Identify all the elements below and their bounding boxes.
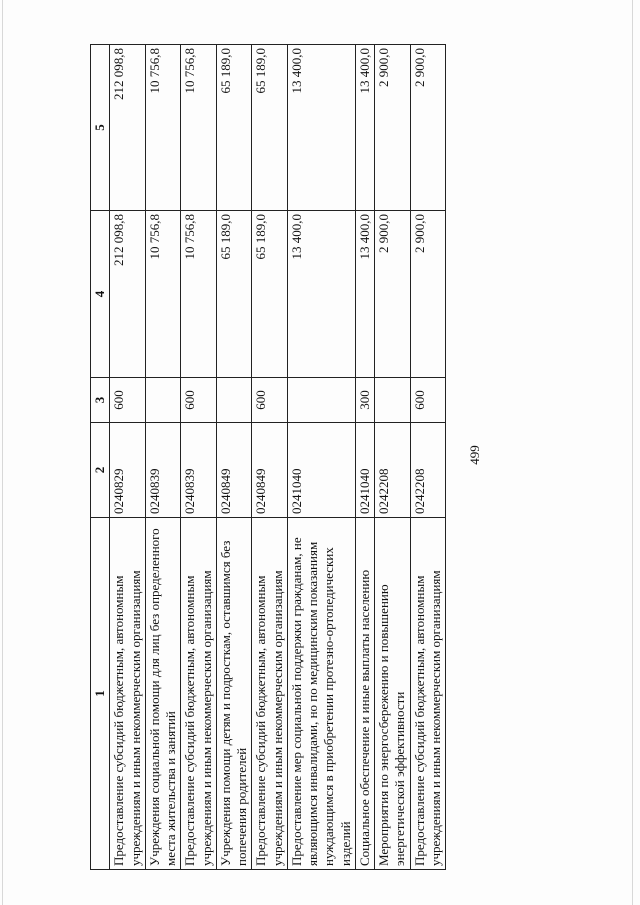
row-type: 600: [410, 378, 446, 423]
scan-edge-left: [2, 0, 3, 905]
row-type: 300: [355, 378, 374, 423]
row-amount-5: 10 756,8: [145, 45, 181, 211]
row-name: Предоставление субсидий бюджетным, автономным учреждениям и иным некоммерческим организациям: [410, 518, 446, 870]
row-code: 0240839: [181, 423, 217, 518]
row-name: Мероприятия по энергосбережению и повышению энергетической эффективности: [375, 518, 411, 870]
row-amount-5: 65 189,0: [252, 45, 288, 211]
row-amount-5: 13 400,0: [287, 45, 355, 211]
table-row: [375, 45, 411, 870]
row-code: 0241040: [355, 423, 374, 518]
row-type: [145, 378, 181, 423]
row-amount-4: 212 098,8: [110, 211, 146, 378]
row-name: Предоставление субсидий бюджетным, автономным учреждениям и иным некоммерческим организациям: [110, 518, 146, 870]
table-row: [216, 45, 252, 870]
header-col-4: 4: [91, 211, 110, 378]
scan-edge-right: [632, 0, 633, 905]
row-name: Учреждения социальной помощи для лиц без определенного места жительства и занятий: [145, 518, 181, 870]
table-row: [410, 45, 446, 870]
row-code: 0240849: [216, 423, 252, 518]
row-name: Предоставление субсидий бюджетным, автономным учреждениям и иным некоммерческим организациям: [252, 518, 288, 870]
row-amount-4: 65 189,0: [216, 211, 252, 378]
table-row: [145, 45, 181, 870]
row-type: 600: [252, 378, 288, 423]
budget-table: [90, 44, 446, 870]
table-row: [110, 45, 146, 870]
row-amount-4: 13 400,0: [355, 211, 374, 378]
table-row: [355, 45, 374, 870]
row-code: 0240839: [145, 423, 181, 518]
row-type: 600: [110, 378, 146, 423]
row-name: Предоставление мер социальной поддержки гражданам, не являющимся инвалидами, но по медицинским показаниям нуждающимся в приобретении протезно-ортопедических изделий: [287, 518, 355, 870]
row-code: 0242208: [410, 423, 446, 518]
row-type: 600: [181, 378, 217, 423]
row-type: [216, 378, 252, 423]
row-amount-4: 10 756,8: [145, 211, 181, 378]
table-row: [181, 45, 217, 870]
table-row: [287, 45, 355, 870]
header-col-5: 5: [91, 45, 110, 211]
row-amount-4: 2 900,0: [375, 211, 411, 378]
row-amount-5: 10 756,8: [181, 45, 217, 211]
row-amount-5: 212 098,8: [110, 45, 146, 211]
row-amount-4: 13 400,0: [287, 211, 355, 378]
header-col-3: 3: [91, 378, 110, 423]
row-code: 0241040: [287, 423, 355, 518]
row-name: Учреждения помощи детям и подросткам, оставшимся без попечения родителей: [216, 518, 252, 870]
rotated-page-content: [90, 48, 550, 870]
table-row: [252, 45, 288, 870]
row-amount-5: 65 189,0: [216, 45, 252, 211]
row-amount-4: 10 756,8: [181, 211, 217, 378]
row-code: 0240829: [110, 423, 146, 518]
header-col-1: 1: [91, 518, 110, 870]
row-type: [375, 378, 411, 423]
row-code: 0240849: [252, 423, 288, 518]
table-header-row: [91, 45, 110, 870]
row-code: 0242208: [375, 423, 411, 518]
row-type: [287, 378, 355, 423]
row-name: Социальное обеспечение и иные выплаты населению: [355, 518, 374, 870]
row-amount-5: 13 400,0: [355, 45, 374, 211]
header-col-2: 2: [91, 423, 110, 518]
row-amount-5: 2 900,0: [375, 45, 411, 211]
table-viewport: [90, 48, 550, 870]
row-amount-4: 2 900,0: [410, 211, 446, 378]
row-name: Предоставление субсидий бюджетным, автономным учреждениям и иным некоммерческим организациям: [181, 518, 217, 870]
row-amount-5: 2 900,0: [410, 45, 446, 211]
row-amount-4: 65 189,0: [252, 211, 288, 378]
page-number: 499: [467, 445, 482, 465]
